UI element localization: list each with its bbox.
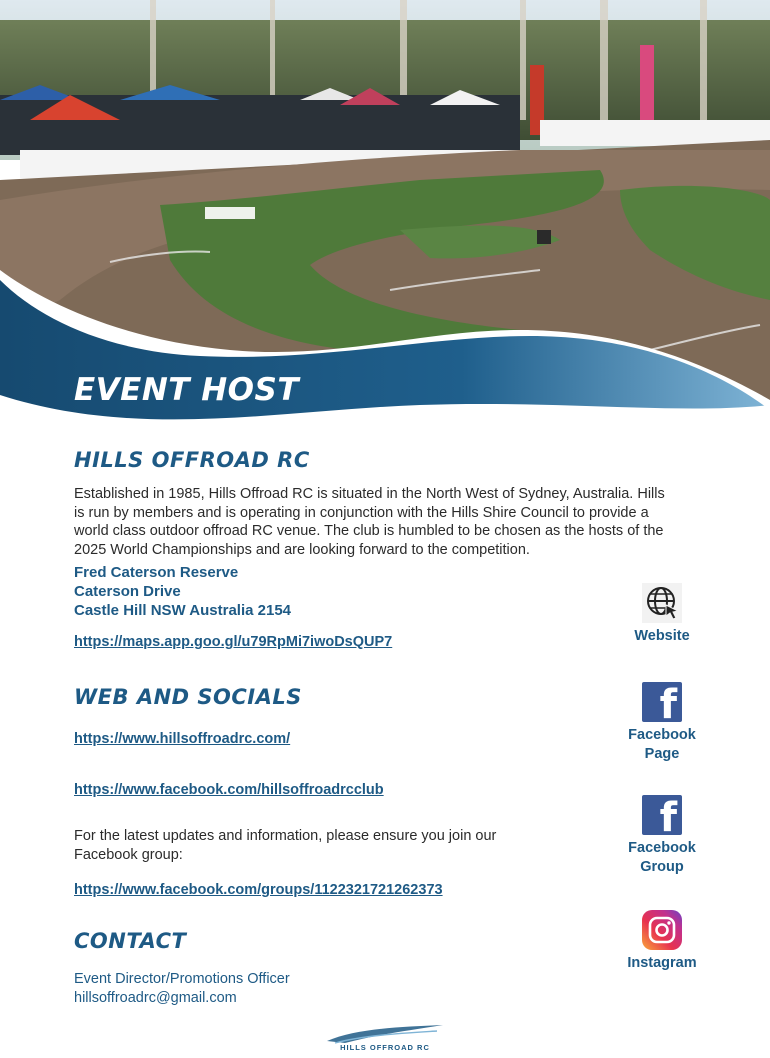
facebook-group-link[interactable]: https://www.facebook.com/groups/1122321721262373: [74, 882, 443, 898]
footer-logo: [325, 1023, 445, 1053]
instagram-button[interactable]: [612, 910, 712, 973]
address-line-1: Fred Caterson Reserve: [74, 564, 239, 581]
club-logo-mark: [325, 1023, 445, 1053]
facebook-icon: f: [642, 795, 682, 835]
host-description: Established in 1985, Hills Offroad RC is situated in the North West of Sydney, Australia. Hills is run by members and is operating in conjunction with the Hills Shire Council to provide a world class outdoor offroad RC venue. The club is humbled to be chosen as the hosts of the 2025 World Championships and are looking forward to the competition.: [74, 486, 665, 558]
facebook-group-label-2: Group: [640, 859, 684, 875]
contact-section-title: CONTACT: [74, 929, 187, 953]
address-line-3: Castle Hill NSW Australia 2154: [74, 602, 292, 619]
facebook-group-button[interactable]: [612, 795, 712, 877]
banner-title: EVENT HOST: [74, 372, 299, 408]
socials-section-title: WEB AND SOCIALS: [74, 685, 302, 709]
website-link[interactable]: https://www.hillsoffroadrc.com/: [74, 731, 291, 747]
contact-role: Event Director/Promotions Officer: [74, 971, 290, 987]
facebook-icon: f: [642, 682, 682, 722]
race-track-illustration: [0, 0, 770, 430]
facebook-page-link[interactable]: https://www.facebook.com/hillsoffroadrcclub: [74, 782, 384, 798]
facebook-page-label-1: Facebook: [628, 727, 696, 743]
website-button[interactable]: [612, 583, 712, 646]
footer-logo-text: HILLS OFFROAD RC: [340, 1043, 430, 1052]
globe-cursor-icon: [642, 583, 682, 623]
map-link[interactable]: https://maps.app.goo.gl/u79RpMi7iwoDsQUP7: [74, 634, 393, 650]
hero-photo: [0, 0, 770, 430]
address-line-2: Caterson Drive: [74, 583, 181, 600]
instagram-icon: [642, 910, 682, 950]
host-section-title: HILLS OFFROAD RC: [74, 448, 310, 472]
facebook-page-label-2: Page: [644, 746, 680, 762]
contact-email[interactable]: hillsoffroadrc@gmail.com: [74, 990, 237, 1006]
facebook-group-note: For the latest updates and information, please ensure you join our Facebook group:: [74, 828, 497, 863]
facebook-page-button[interactable]: [612, 682, 712, 764]
website-button-label: Website: [634, 628, 690, 644]
instagram-label: Instagram: [627, 955, 697, 971]
facebook-group-label-1: Facebook: [628, 840, 696, 856]
